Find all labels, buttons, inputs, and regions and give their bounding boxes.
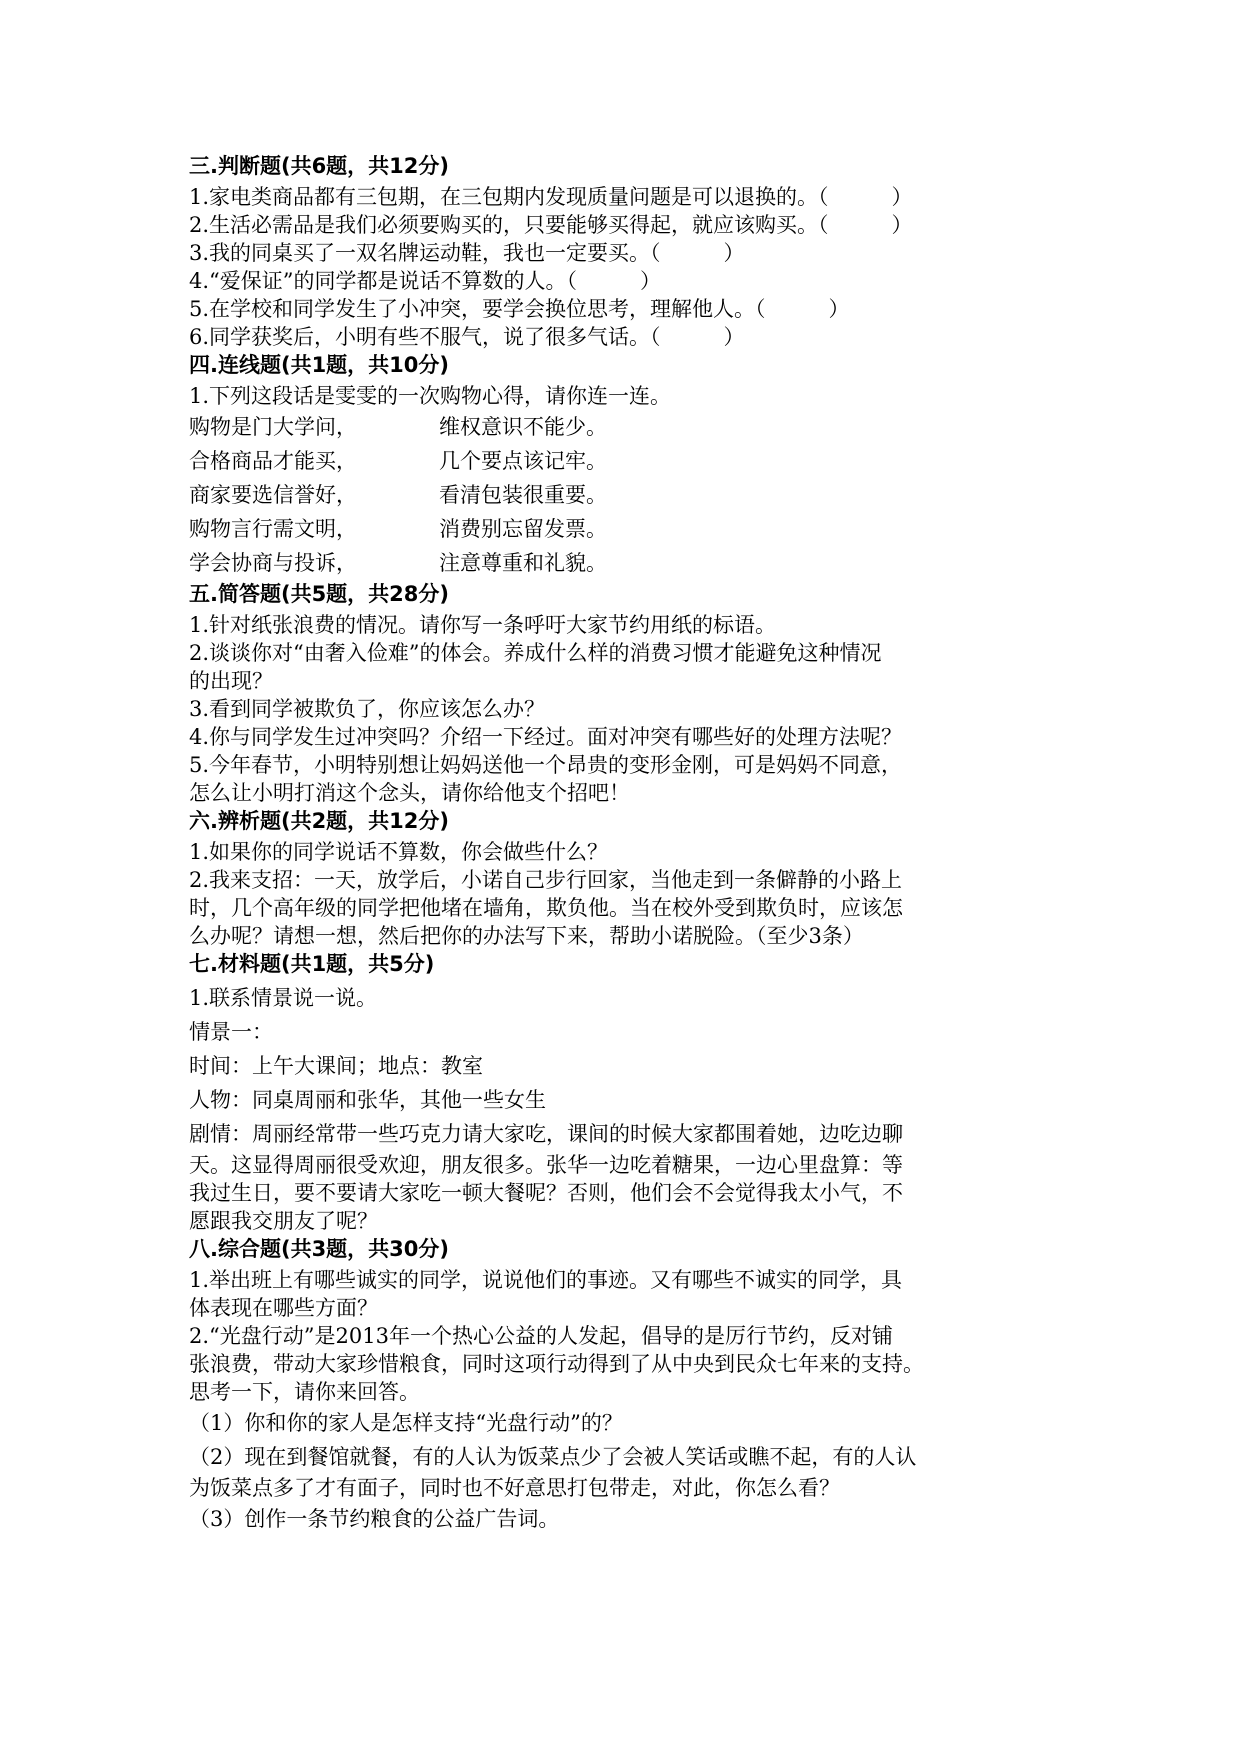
question-item: 1.针对纸张浪费的情况。请你写一条呼吁大家节约用纸的标语。: [189, 613, 777, 637]
question-item: 5.今年春节，小明特别想让妈妈送他一个昂贵的变形金刚，可是妈妈不同意，: [189, 753, 903, 777]
scenario-people: 人物：同桌周丽和张华，其他一些女生: [189, 1088, 546, 1112]
matching-row: [189, 478, 1049, 512]
scenario-plot-continued: 愿跟我交朋友了呢？: [189, 1209, 378, 1233]
matching-right-item: 看清包装很重要。: [439, 483, 607, 507]
matching-left-item: 学会协商与投诉，: [189, 551, 357, 575]
question-item-continued: 张浪费，带动大家珍惜粮食，同时这项行动得到了从中央到民众七年来的支持。: [189, 1352, 924, 1376]
sub-question-continued: 为饭菜点多了才有面子，同时也不好意思打包带走，对此，你怎么看？: [189, 1476, 840, 1500]
question-item-continued: 时，几个高年级的同学把他堵在墙角，欺负他。当在校外受到欺负时，应该怎: [189, 896, 903, 920]
question-item: 1.联系情景说一说。: [189, 986, 378, 1010]
question-item: 3.我的同桌买了一双名牌运动鞋，我也一定要买。（ ）: [189, 241, 745, 265]
scenario-plot-continued: 天。这显得周丽很受欢迎，朋友很多。张华一边吃着糖果，一边心里盘算：等: [189, 1153, 903, 1177]
question-item: 5.在学校和同学发生了小冲突，要学会换位思考，理解他人。（ ）: [189, 297, 850, 321]
matching-row: [189, 444, 1049, 478]
question-item: 1.下列这段话是雯雯的一次购物心得，请你连一连。: [189, 384, 672, 408]
question-item-continued: 思考一下，请你来回答。: [189, 1380, 420, 1404]
sub-question: （2）现在到餐馆就餐，有的人认为饭菜点少了会被人笑话或瞧不起，有的人认: [189, 1445, 917, 1469]
scenario-label: 情景一：: [189, 1020, 273, 1044]
question-item-continued: 体表现在哪些方面？: [189, 1296, 378, 1320]
question-item: 1.如果你的同学说话不算数，你会做些什么？: [189, 840, 609, 864]
scenario-plot: 剧情：周丽经常带一些巧克力请大家吃，课间的时候大家都围着她，边吃边聊: [189, 1122, 903, 1146]
matching-right-item: 注意尊重和礼貌。: [439, 551, 607, 575]
matching-left-item: 购物是门大学问，: [189, 415, 357, 439]
matching-left-item: 购物言行需文明，: [189, 517, 357, 541]
section-heading-matching: 四.连线题(共1题，共10分): [189, 353, 450, 377]
matching-left-item: 合格商品才能买，: [189, 449, 357, 473]
matching-left-item: 商家要选信誉好，: [189, 483, 357, 507]
section-heading-comprehensive: 八.综合题(共3题，共30分): [189, 1237, 450, 1261]
sub-question: （1）你和你的家人是怎样支持“光盘行动”的？: [189, 1411, 623, 1435]
question-item: 3.看到同学被欺负了，你应该怎么办？: [189, 697, 546, 721]
section-heading-short-answer: 五.简答题(共5题，共28分): [189, 582, 450, 606]
matching-right-item: 消费别忘留发票。: [439, 517, 607, 541]
question-item: 2.“光盘行动”是2013年一个热心公益的人发起，倡导的是厉行节约，反对铺: [189, 1324, 893, 1348]
question-item-continued: 怎么让小明打消这个念头，请你给他支个招吧！: [189, 781, 630, 805]
question-item: 4.你与同学发生过冲突吗？介绍一下经过。面对冲突有哪些好的处理方法呢？: [189, 725, 903, 749]
matching-row: [189, 410, 1049, 444]
section-heading-material: 七.材料题(共1题，共5分): [189, 952, 435, 976]
section-heading-analysis: 六.辨析题(共2题，共12分): [189, 809, 450, 833]
matching-right-item: 几个要点该记牢。: [439, 449, 607, 473]
scenario-plot-continued: 我过生日，要不要请大家吃一顿大餐呢？否则，他们会不会觉得我太小气，不: [189, 1181, 903, 1205]
question-item: 1.家电类商品都有三包期，在三包期内发现质量问题是可以退换的。（ ）: [189, 185, 913, 209]
question-item: 2.我来支招：一天，放学后，小诺自己步行回家，当他走到一条僻静的小路上: [189, 868, 903, 892]
scenario-time: 时间：上午大课间；地点：教室: [189, 1054, 483, 1078]
matching-row: [189, 512, 1049, 546]
question-item: 4.“爱保证”的同学都是说话不算数的人。（ ）: [189, 269, 662, 293]
question-item: 2.谈谈你对“由奢入俭难”的体会。养成什么样的消费习惯才能避免这种情况: [189, 641, 882, 665]
matching-table: [189, 410, 1049, 580]
question-item: 2.生活必需品是我们必须要购买的，只要能够买得起，就应该购买。（ ）: [189, 213, 913, 237]
matching-right-item: 维权意识不能少。: [439, 415, 607, 439]
question-item-continued: 么办呢？请想一想，然后把你的办法写下来，帮助小诺脱险。（至少3条）: [189, 924, 864, 948]
question-item: 6.同学获奖后，小明有些不服气，说了很多气话。（ ）: [189, 325, 745, 349]
exam-page: [189, 152, 1049, 1536]
question-item: 1.举出班上有哪些诚实的同学，说说他们的事迹。又有哪些不诚实的同学，具: [189, 1268, 903, 1292]
question-item-continued: 的出现？: [189, 669, 273, 693]
matching-row: [189, 546, 1049, 580]
sub-question: （3）创作一条节约粮食的公益广告词。: [189, 1507, 560, 1531]
section-heading-judgement: 三.判断题(共6题，共12分): [189, 154, 450, 178]
